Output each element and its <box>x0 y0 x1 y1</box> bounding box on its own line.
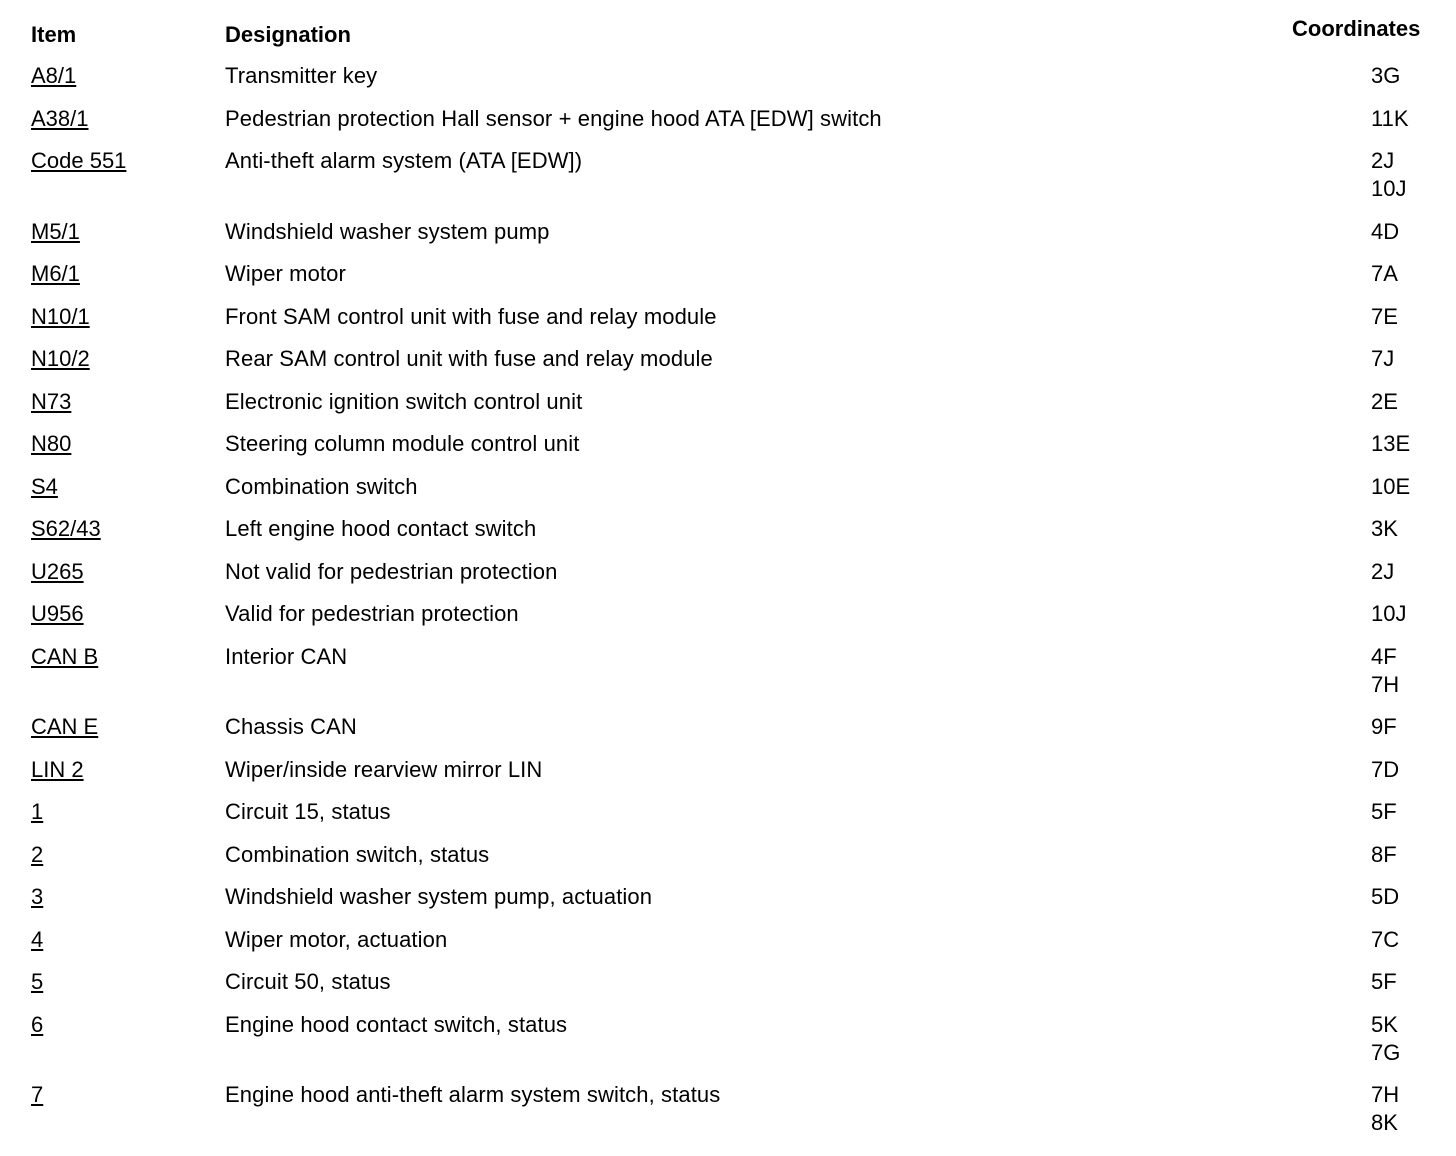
item-link[interactable]: N80 <box>31 431 72 456</box>
coordinates-cell <box>1371 388 1398 416</box>
table-row <box>0 558 1456 601</box>
item-link[interactable]: LIN 2 <box>31 756 84 782</box>
item-link[interactable]: A8/1 <box>31 63 77 88</box>
coordinates-cell <box>1371 883 1399 911</box>
coordinates-cell <box>1371 473 1410 501</box>
legend-rows <box>0 62 1456 1152</box>
coordinate-value: 10J <box>1371 176 1407 201</box>
coordinate-value: 4D <box>1371 218 1400 244</box>
table-row <box>0 756 1456 799</box>
coordinate-value: 7D <box>1371 756 1400 782</box>
designation-text: Combination switch <box>225 473 418 499</box>
item-link[interactable]: 3 <box>31 884 44 909</box>
item-link[interactable]: U265 <box>31 558 84 584</box>
item-link[interactable]: 6 <box>31 1011 44 1037</box>
coordinates-cell <box>1371 558 1394 586</box>
column-header-coordinates: Coordinates <box>1292 16 1421 41</box>
coordinates-cell <box>1371 756 1399 784</box>
coordinates-cell <box>1371 841 1397 869</box>
designation-text: Windshield washer system pump, actuation <box>225 884 653 909</box>
item-link[interactable]: Code 551 <box>31 148 127 173</box>
item-link[interactable]: CAN B <box>31 643 99 669</box>
table-row <box>0 218 1456 261</box>
table-row <box>0 643 1456 714</box>
designation-text: Pedestrian protection Hall sensor + engine hood ATA [EDW] switch <box>225 105 882 131</box>
item-link[interactable]: CAN E <box>31 714 99 739</box>
table-row <box>0 841 1456 884</box>
coordinates-cell <box>1371 968 1397 996</box>
item-link[interactable]: S4 <box>31 473 58 499</box>
table-row <box>0 600 1456 643</box>
coordinate-value: 2J <box>1371 148 1395 173</box>
coordinate-value: 7H <box>1371 671 1400 697</box>
coordinate-value: 7E <box>1371 303 1398 329</box>
designation-text: Wiper motor, actuation <box>225 926 448 952</box>
coordinate-value: 8K <box>1371 1110 1398 1135</box>
designation-text: Chassis CAN <box>225 714 357 739</box>
table-row <box>0 926 1456 969</box>
coordinate-value: 3G <box>1371 63 1401 88</box>
item-link[interactable]: 7 <box>31 1082 44 1107</box>
designation-text: Anti-theft alarm system (ATA [EDW]) <box>225 148 583 173</box>
table-row <box>0 62 1456 105</box>
coordinate-value: 7J <box>1371 346 1395 371</box>
column-header-item: Item <box>31 22 77 47</box>
table-row <box>0 713 1456 756</box>
designation-text: Wiper motor <box>225 261 346 286</box>
coordinates-cell <box>1371 600 1406 628</box>
item-link[interactable]: N10/1 <box>31 303 90 329</box>
column-header-designation: Designation <box>225 22 351 47</box>
coordinate-value: 13E <box>1371 431 1411 456</box>
item-link[interactable]: U956 <box>31 601 84 626</box>
coordinates-cell <box>1371 798 1397 826</box>
item-link[interactable]: N73 <box>31 388 72 414</box>
coordinate-value: 10E <box>1371 473 1411 499</box>
designation-text: Left engine hood contact switch <box>225 516 537 541</box>
table-row <box>0 968 1456 1011</box>
designation-text: Not valid for pedestrian protection <box>225 558 558 584</box>
coordinate-value: 7H <box>1371 1082 1400 1107</box>
designation-text: Circuit 50, status <box>225 969 391 994</box>
item-link[interactable]: 2 <box>31 841 44 867</box>
coordinates-cell <box>1371 303 1398 331</box>
coordinate-value: 7G <box>1371 1039 1401 1065</box>
coordinates-cell <box>1371 62 1400 90</box>
designation-text: Rear SAM control unit with fuse and relay module <box>225 346 713 371</box>
designation-text: Interior CAN <box>225 643 348 669</box>
table-row <box>0 883 1456 926</box>
coordinate-value: 5K <box>1371 1011 1398 1037</box>
table-row <box>0 473 1456 516</box>
designation-text: Windshield washer system pump <box>225 218 550 244</box>
coordinates-cell <box>1371 105 1409 133</box>
item-link[interactable]: 5 <box>31 969 44 994</box>
coordinate-value: 3K <box>1371 516 1398 541</box>
item-link[interactable]: M6/1 <box>31 261 80 286</box>
designation-text: Transmitter key <box>225 63 378 88</box>
designation-text: Combination switch, status <box>225 841 490 867</box>
table-row <box>0 1011 1456 1082</box>
designation-text: Engine hood anti-theft alarm system switch, status <box>225 1082 721 1107</box>
coordinates-cell <box>1371 218 1399 246</box>
coordinate-value: 9F <box>1371 714 1397 739</box>
table-row <box>0 1081 1456 1152</box>
coordinate-value: 7C <box>1371 926 1400 952</box>
designation-text: Electronic ignition switch control unit <box>225 388 583 414</box>
designation-text: Front SAM control unit with fuse and relay module <box>225 303 717 329</box>
coordinate-value: 5D <box>1371 884 1400 909</box>
designation-text: Wiper/inside rearview mirror LIN <box>225 756 543 782</box>
coordinates-cell <box>1371 1011 1400 1067</box>
table-row <box>0 345 1456 388</box>
designation-text: Circuit 15, status <box>225 799 391 824</box>
item-link[interactable]: A38/1 <box>31 105 89 131</box>
table-row <box>0 388 1456 431</box>
coordinate-value: 2J <box>1371 558 1395 584</box>
item-link[interactable]: 4 <box>31 926 44 952</box>
coordinates-cell <box>1371 643 1399 699</box>
coordinate-value: 4F <box>1371 643 1397 669</box>
designation-text: Engine hood contact switch, status <box>225 1011 568 1037</box>
coordinate-value: 5F <box>1371 799 1397 824</box>
coordinate-value: 11K <box>1371 105 1409 131</box>
table-row <box>0 303 1456 346</box>
table-row <box>0 105 1456 148</box>
coordinates-cell <box>1371 1081 1399 1137</box>
item-link[interactable]: M5/1 <box>31 218 80 244</box>
coordinates-cell <box>1371 515 1398 543</box>
item-link[interactable]: 1 <box>31 799 44 824</box>
coordinates-cell <box>1371 430 1410 458</box>
coordinates-cell <box>1371 147 1406 203</box>
table-row <box>0 515 1456 558</box>
coordinate-value: 2E <box>1371 388 1398 414</box>
coordinate-value: 5F <box>1371 969 1397 994</box>
item-link[interactable]: N10/2 <box>31 346 90 371</box>
table-row <box>0 147 1456 218</box>
designation-text: Steering column module control unit <box>225 431 580 456</box>
coordinate-value: 10J <box>1371 601 1407 626</box>
coordinate-value: 7A <box>1371 261 1398 286</box>
item-link[interactable]: S62/43 <box>31 516 101 541</box>
table-row <box>0 430 1456 473</box>
coordinates-cell <box>1371 260 1398 288</box>
table-row <box>0 260 1456 303</box>
coordinates-cell <box>1371 926 1399 954</box>
coordinate-value: 8F <box>1371 841 1397 867</box>
table-row <box>0 798 1456 841</box>
designation-text: Valid for pedestrian protection <box>225 601 519 626</box>
coordinates-cell <box>1371 345 1394 373</box>
coordinates-cell <box>1371 713 1397 741</box>
